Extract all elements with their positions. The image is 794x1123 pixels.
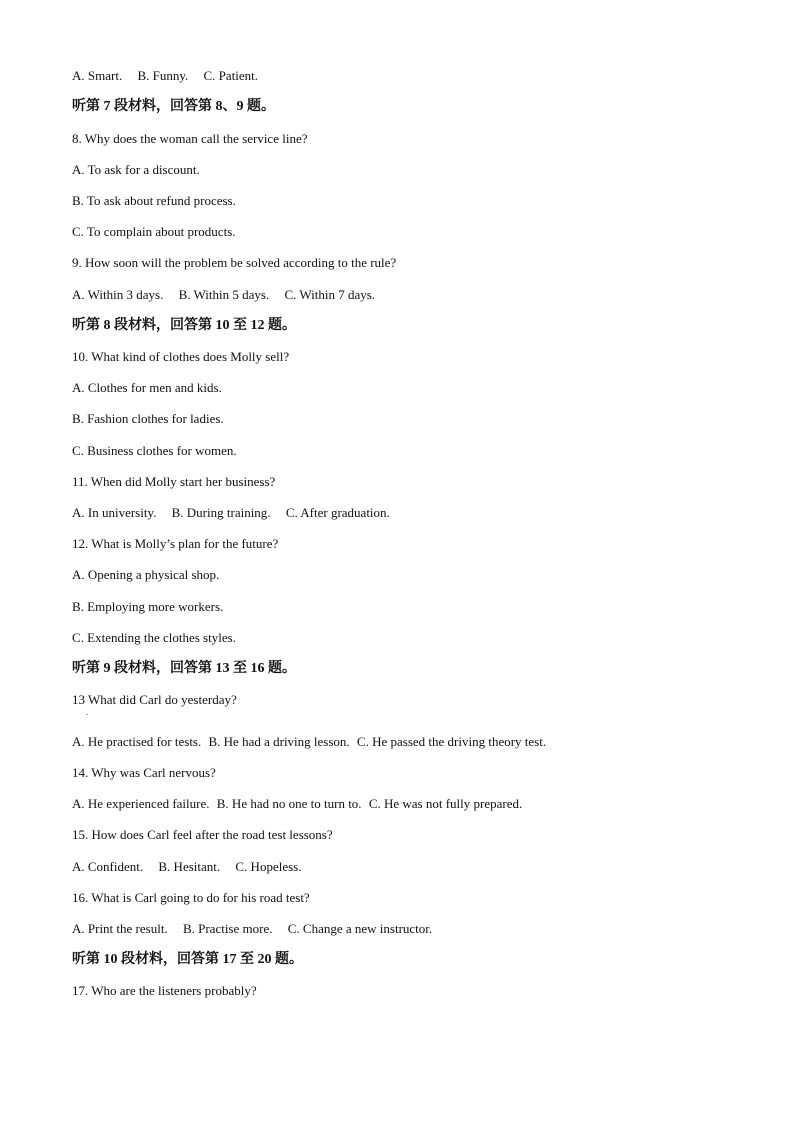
q8-option-a: A. To ask for a discount.	[72, 162, 200, 177]
q8-option-c: C. To complain about products.	[72, 224, 236, 239]
q7-option-a: A. Smart.	[72, 68, 123, 83]
q12-option-c: C. Extending the clothes styles.	[72, 630, 236, 645]
q10-option-a: A. Clothes for men and kids.	[72, 380, 222, 395]
q12-option-a: A. Opening a physical shop.	[72, 567, 220, 582]
q13-option-c: C. He passed the driving theory test.	[356, 734, 547, 749]
q7-options	[72, 68, 270, 84]
q14-options	[72, 796, 526, 812]
q14-question: 14. Why was Carl nervous?	[72, 765, 216, 780]
q11-option-b: B. During training.	[171, 505, 271, 520]
q16-option-b: B. Practise more.	[182, 921, 273, 936]
q10-option-c: C. Business clothes for women.	[72, 443, 237, 458]
q12-option-b: B. Employing more workers.	[72, 599, 224, 614]
q10-option-b: B. Fashion clothes for ladies.	[72, 411, 224, 426]
section-heading-7: 听第 7 段材料，回答第 8、9 题。	[72, 99, 275, 114]
q9-option-a: A. Within 3 days.	[72, 287, 164, 302]
section-heading-8: 听第 8 段材料，回答第 10 至 12 题。	[72, 318, 296, 333]
q14-option-a: A. He experienced failure.	[72, 796, 210, 811]
q8-question: 8. Why does the woman call the service line?	[72, 131, 308, 146]
q14-option-b: B. He had no one to turn to.	[216, 796, 362, 811]
q16-options	[72, 921, 444, 937]
q15-option-c: C. Hopeless.	[235, 859, 302, 874]
q15-option-a: A. Confident.	[72, 859, 144, 874]
q8-option-b: B. To ask about refund process.	[72, 193, 236, 208]
q11-option-c: C. After graduation.	[285, 505, 390, 520]
q9-option-b: B. Within 5 days.	[178, 287, 270, 302]
q11-options	[72, 505, 402, 521]
q15-question: 15. How does Carl feel after the road test lessons?	[72, 827, 333, 842]
q13-question: 13 What did Carl do yesterday?	[72, 692, 237, 707]
q16-option-c: C. Change a new instructor.	[287, 921, 433, 936]
stray-dot-mark: .	[86, 708, 88, 717]
q7-option-b: B. Funny.	[137, 68, 189, 83]
q10-question: 10. What kind of clothes does Molly sell?	[72, 349, 290, 364]
q11-question: 11. When did Molly start her business?	[72, 474, 276, 489]
q13-options	[72, 734, 550, 750]
q9-question: 9. How soon will the problem be solved according to the rule?	[72, 255, 397, 270]
q16-question: 16. What is Carl going to do for his road test?	[72, 890, 310, 905]
q12-question: 12. What is Molly’s plan for the future?	[72, 536, 279, 551]
q13-option-a: A. He practised for tests.	[72, 734, 202, 749]
q9-option-c: C. Within 7 days.	[284, 287, 376, 302]
q11-option-a: A. In university.	[72, 505, 157, 520]
q16-option-a: A. Print the result.	[72, 921, 168, 936]
q15-options	[72, 859, 313, 875]
q13-option-b: B. He had a driving lesson.	[208, 734, 350, 749]
section-heading-9: 听第 9 段材料，回答第 13 至 16 题。	[72, 661, 296, 676]
q15-option-b: B. Hesitant.	[158, 859, 221, 874]
q7-option-c: C. Patient.	[203, 68, 259, 83]
section-heading-10: 听第 10 段材料，回答第 17 至 20 题。	[72, 952, 303, 967]
q17-question: 17. Who are the listeners probably?	[72, 983, 257, 998]
q9-options	[72, 287, 387, 303]
q14-option-c: C. He was not fully prepared.	[368, 796, 523, 811]
